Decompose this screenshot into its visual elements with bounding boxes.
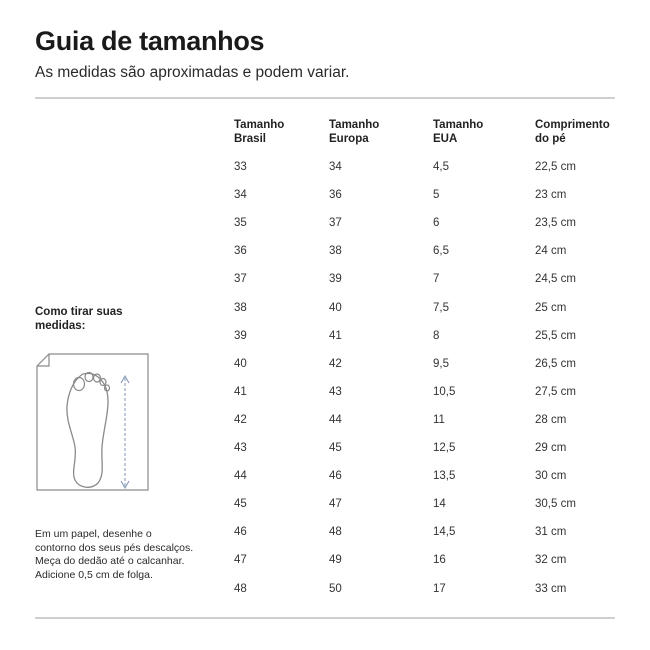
table-cell: 17: [433, 582, 446, 595]
table-cell: 10,5: [433, 385, 456, 398]
table-cell: 36: [234, 245, 247, 258]
table-cell: 24 cm: [535, 245, 567, 258]
table-cell: 14,5: [433, 526, 456, 539]
table-cell: 41: [234, 385, 247, 398]
measure-heading: Como tirar suas medidas:: [35, 306, 123, 332]
table-cell: 28 cm: [535, 413, 567, 426]
header-line: Europa: [329, 133, 369, 145]
table-cell: 37: [234, 273, 247, 286]
header-line: Tamanho: [329, 119, 380, 131]
table-cell: 40: [234, 357, 247, 370]
header-line: do pé: [535, 133, 566, 145]
table-cell: 34: [329, 161, 342, 173]
table-cell: 25,5 cm: [535, 329, 576, 342]
table-cell: 22,5 cm: [535, 161, 576, 173]
table-cell: 46: [234, 526, 247, 539]
table-cell: 8: [433, 329, 440, 342]
table-cell: 7: [433, 273, 440, 286]
page-title: Guia de tamanhos: [35, 26, 265, 56]
table-cell: 35: [234, 217, 247, 230]
table-cell: 37: [329, 217, 342, 230]
table-cell: 27,5 cm: [535, 385, 576, 398]
table-row: [0, 241, 650, 261]
table-cell: 50: [329, 582, 342, 595]
table-cell: 11: [433, 413, 445, 426]
table-row: [0, 185, 650, 205]
table-cell: 40: [329, 301, 342, 314]
header-line: Tamanho: [433, 119, 484, 131]
table-cell: 44: [234, 470, 247, 483]
header-line: EUA: [433, 133, 458, 145]
table-cell: 5: [433, 189, 440, 202]
table-cell: 45: [234, 498, 247, 511]
table-cell: 30 cm: [535, 470, 567, 483]
table-cell: 47: [329, 498, 342, 511]
header-line: Tamanho: [234, 119, 285, 131]
table-cell: 33 cm: [535, 582, 567, 595]
header-size-brazil: [234, 118, 284, 146]
table-cell: 6,5: [433, 245, 449, 258]
table-row: [0, 213, 650, 233]
table-cell: 6: [433, 217, 440, 230]
table-cell: 24,5 cm: [535, 273, 576, 286]
header-foot-length: [535, 118, 610, 146]
foot-illustration: [35, 352, 150, 492]
table-cell: 36: [329, 189, 342, 202]
table-cell: 34: [234, 189, 247, 202]
table-cell: 42: [329, 357, 342, 370]
table-cell: 25 cm: [535, 301, 567, 314]
table-cell: 41: [329, 329, 342, 342]
header-size-usa: [433, 118, 483, 146]
table-cell: 14: [433, 498, 446, 511]
page-subtitle: As medidas são aproximadas e podem variar.: [35, 64, 350, 81]
table-cell: 7,5: [433, 301, 449, 314]
table-cell: 38: [329, 245, 342, 258]
table-cell: 23 cm: [535, 189, 567, 202]
table-cell: 43: [329, 385, 342, 398]
table-cell: 23,5 cm: [535, 217, 576, 230]
table-cell: 32 cm: [535, 554, 567, 567]
header-size-europe: [329, 118, 379, 146]
header-line: Brasil: [234, 133, 266, 145]
top-divider: [35, 97, 615, 99]
table-cell: 31 cm: [535, 526, 567, 539]
table-cell: 12,5: [433, 442, 456, 454]
table-cell: 39: [234, 329, 247, 342]
table-row: [0, 157, 650, 177]
table-row: [0, 494, 650, 514]
table-cell: 16: [433, 554, 446, 567]
table-cell: 29 cm: [535, 442, 567, 454]
bottom-divider: [35, 617, 615, 619]
table-cell: 48: [234, 582, 247, 595]
table-cell: 39: [329, 273, 342, 286]
table-cell: 4,5: [433, 161, 449, 173]
table-cell: 48: [329, 526, 342, 539]
table-cell: 26,5 cm: [535, 357, 576, 370]
table-cell: 38: [234, 301, 247, 314]
table-cell: 30,5 cm: [535, 498, 576, 511]
measure-instructions: Em um papel, desenhe o contorno dos seus pés descalços. Meça do dedão até o calcanhar. Adicione 0,5 cm de folga.: [35, 528, 194, 581]
table-cell: 44: [329, 413, 342, 426]
table-cell: 46: [329, 470, 342, 483]
table-cell: 33: [234, 161, 247, 173]
table-cell: 47: [234, 554, 247, 567]
table-cell: 49: [329, 554, 342, 567]
table-row: [0, 269, 650, 289]
table-cell: 42: [234, 413, 247, 426]
table-cell: 43: [234, 442, 247, 454]
table-cell: 13,5: [433, 470, 456, 483]
foot-measure-icon: [35, 352, 150, 492]
header-line: Comprimento: [535, 119, 610, 131]
table-cell: 45: [329, 442, 342, 454]
table-cell: 9,5: [433, 357, 449, 370]
